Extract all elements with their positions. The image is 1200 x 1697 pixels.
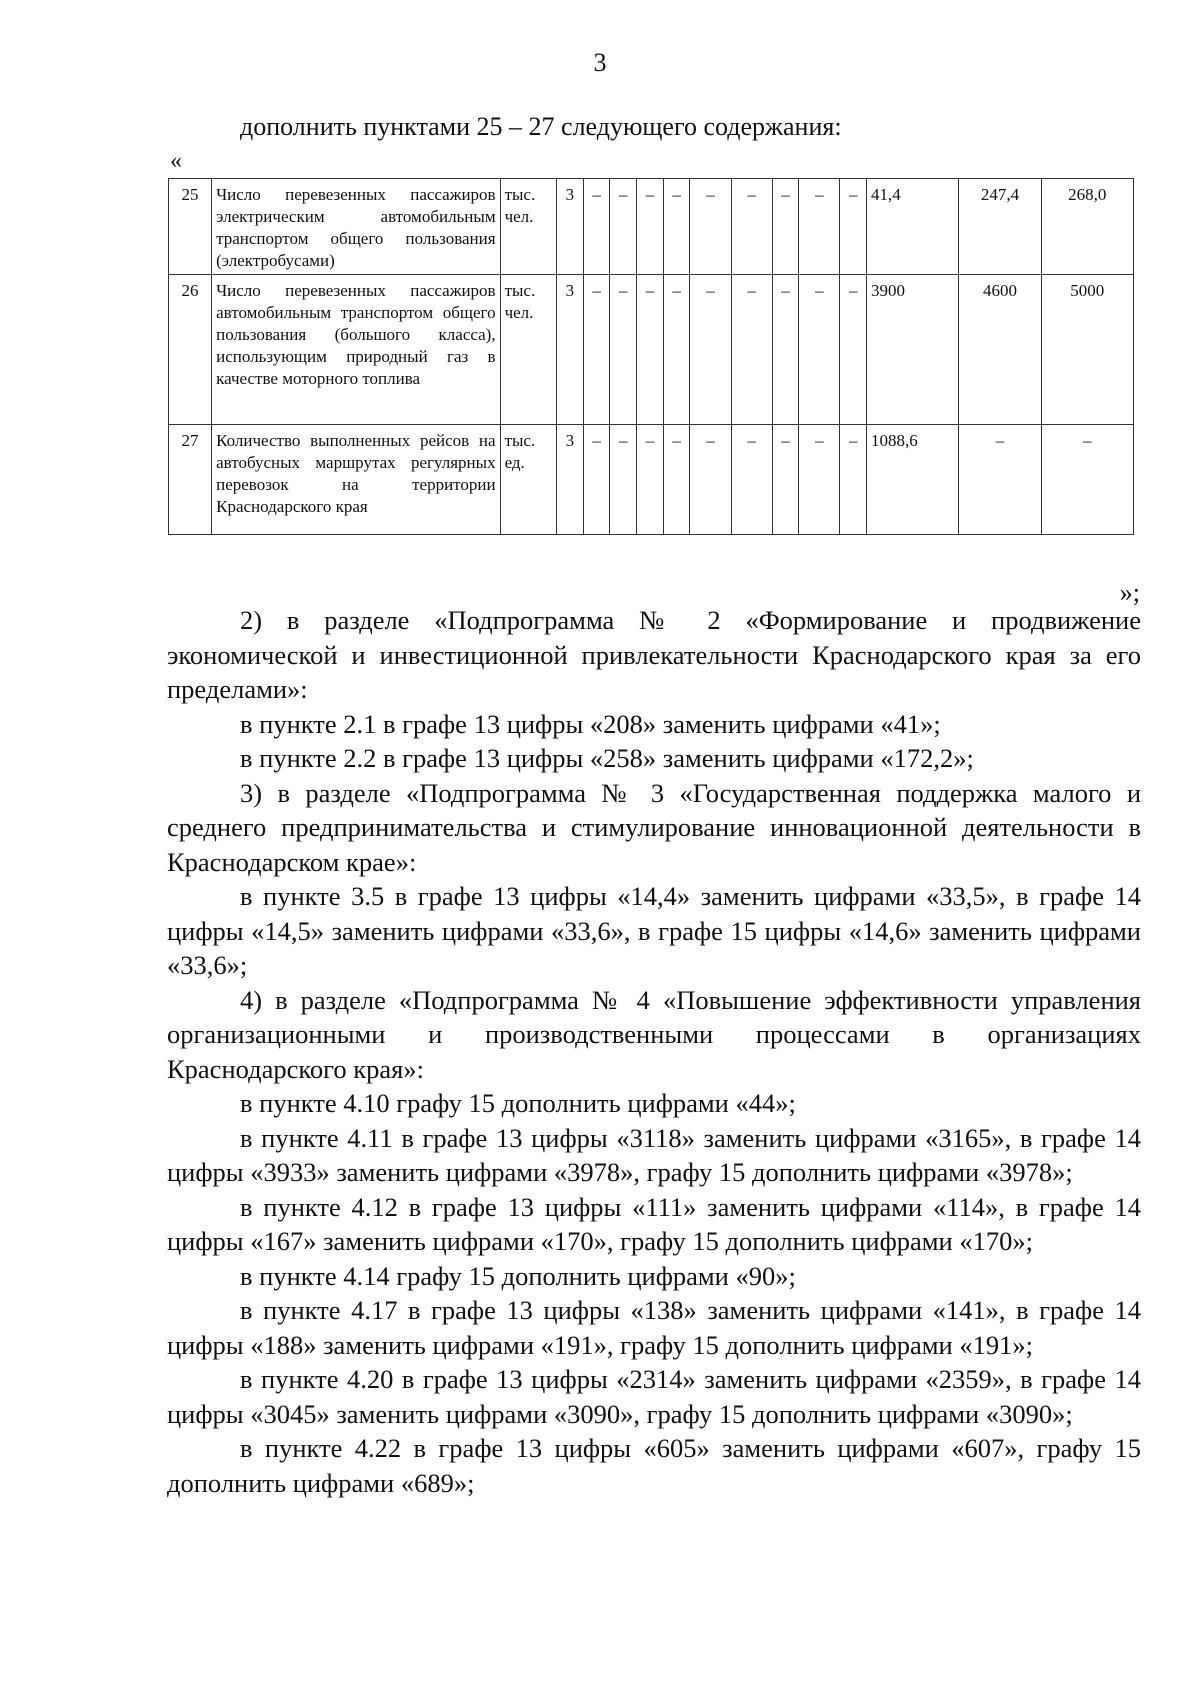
value-cell: 268,0: [1041, 179, 1133, 275]
row-number: 25: [169, 179, 212, 275]
dash-cell: –: [583, 425, 610, 535]
value-cell: 247,4: [959, 179, 1041, 275]
intro-line: дополнить пунктами 25 – 27 следующего содержания:: [240, 112, 842, 141]
dash-cell: –: [690, 179, 731, 275]
paragraph: в пункте 4.22 в графе 13 цифры «605» заменить цифрами «607», графу 15 дополнить цифрами «689»;: [167, 1433, 1141, 1498]
paragraph: в пункте 4.17 в графе 13 цифры «138» заменить цифрами «141», в графе 14 цифры «188» заменить цифрами «191», графу 15 дополнить цифрами «191»;: [167, 1295, 1141, 1360]
paragraph: в пункте 4.20 в графе 13 цифры «2314» заменить цифрами «2359», в графе 14 цифры «3045» заменить цифрами «3090», графу 15 дополнить цифрами «3090»;: [167, 1364, 1141, 1429]
dash-cell: –: [637, 179, 664, 275]
dash-cell: –: [690, 425, 731, 535]
indicator-description: Число перевезенных пассажиров автомобильным транспортом общего пользования (большого класса), использующим природный газ в качестве моторного топлива: [212, 275, 500, 425]
dash-cell: –: [583, 179, 610, 275]
row-number: 26: [169, 275, 212, 425]
graph-3-cell: 3: [557, 275, 584, 425]
dash-cell: –: [637, 275, 664, 425]
dash-cell: –: [637, 425, 664, 535]
paragraph: в пункте 2.1 в графе 13 цифры «208» заменить цифрами «41»;: [240, 708, 941, 739]
table-row: [169, 179, 1134, 275]
dash-cell: –: [772, 425, 799, 535]
dash-cell: –: [690, 275, 731, 425]
value-cell: 5000: [1041, 275, 1133, 425]
opening-quote-mark: «: [170, 148, 182, 174]
dash-cell: –: [772, 179, 799, 275]
graph-3-cell: 3: [557, 425, 584, 535]
value-cell: –: [959, 425, 1041, 535]
value-cell: –: [1041, 425, 1133, 535]
dash-cell: –: [840, 179, 867, 275]
paragraph: в пункте 3.5 в графе 13 цифры «14,4» заменить цифрами «33,5», в графе 14 цифры «14,5» заменить цифрами «33,6», в графе 15 цифры «14,6» заменить цифрами «33,6»;: [167, 881, 1141, 980]
paragraph: в пункте 4.10 графу 15 дополнить цифрами «44»;: [240, 1088, 796, 1118]
paragraph: в пункте 4.11 в графе 13 цифры «3118» заменить цифрами «3165», в графе 14 цифры «3933» заменить цифрами «3978», графу 15 дополнить цифрами «3978»;: [167, 1122, 1141, 1187]
row-number: 27: [169, 425, 212, 535]
paragraph: 3) в разделе «Подпрограмма № 3 «Государственная поддержка малого и среднего предпринимательства и стимулирование инновационной деятельности в Краснодарском крае»:: [167, 777, 1141, 877]
value-cell: 4600: [959, 275, 1041, 425]
amendment-text: [167, 603, 1141, 1500]
unit-cell: тыс. чел.: [500, 179, 556, 275]
paragraph: 2) в разделе «Подпрограмма № 2 «Формирование и продвижение экономической и инвестиционной привлекательности Краснодарского края за его пределами»:: [167, 605, 1141, 704]
dash-cell: –: [840, 275, 867, 425]
dash-cell: –: [840, 425, 867, 535]
dash-cell: –: [663, 275, 690, 425]
dash-cell: –: [799, 275, 840, 425]
table-row: [169, 275, 1134, 425]
indicator-description: Число перевезенных пассажиров электрическим автомобильным транспортом общего пользования (электробусами): [212, 179, 500, 275]
paragraph: в пункте 4.12 в графе 13 цифры «111» заменить цифрами «114», в графе 14 цифры «167» заменить цифрами «170», графу 15 дополнить цифрами «170»;: [167, 1191, 1141, 1256]
dash-cell: –: [731, 425, 772, 535]
dash-cell: –: [610, 425, 637, 535]
paragraph: в пункте 4.14 графу 15 дополнить цифрами «90»;: [240, 1260, 796, 1291]
dash-cell: –: [772, 275, 799, 425]
indicator-description: Количество выполненных рейсов на автобусных маршрутах регулярных перевозок на территории Краснодарского края: [212, 425, 500, 535]
dash-cell: –: [731, 179, 772, 275]
dash-cell: –: [610, 275, 637, 425]
paragraph: в пункте 2.2 в графе 13 цифры «258» заменить цифрами «172,2»;: [240, 743, 974, 773]
dash-cell: –: [610, 179, 637, 275]
dash-cell: –: [731, 275, 772, 425]
dash-cell: –: [663, 425, 690, 535]
dash-cell: –: [583, 275, 610, 425]
dash-cell: –: [663, 179, 690, 275]
value-cell: 1088,6: [867, 425, 959, 535]
closing-quote-mark: »;: [1119, 578, 1140, 607]
value-cell: 3900: [867, 275, 959, 425]
unit-cell: тыс. ед.: [500, 425, 556, 535]
dash-cell: –: [799, 179, 840, 275]
dash-cell: –: [799, 425, 840, 535]
page-number: 3: [593, 48, 607, 77]
table-row: [169, 425, 1134, 535]
unit-cell: тыс. чел.: [500, 275, 556, 425]
amendment-table: [168, 178, 1134, 535]
value-cell: 41,4: [867, 179, 959, 275]
graph-3-cell: 3: [557, 179, 584, 275]
paragraph: 4) в разделе «Подпрограмма № 4 «Повышение эффективности управления организационными и производственными процессами в организациях Краснодарского края»:: [167, 984, 1141, 1084]
